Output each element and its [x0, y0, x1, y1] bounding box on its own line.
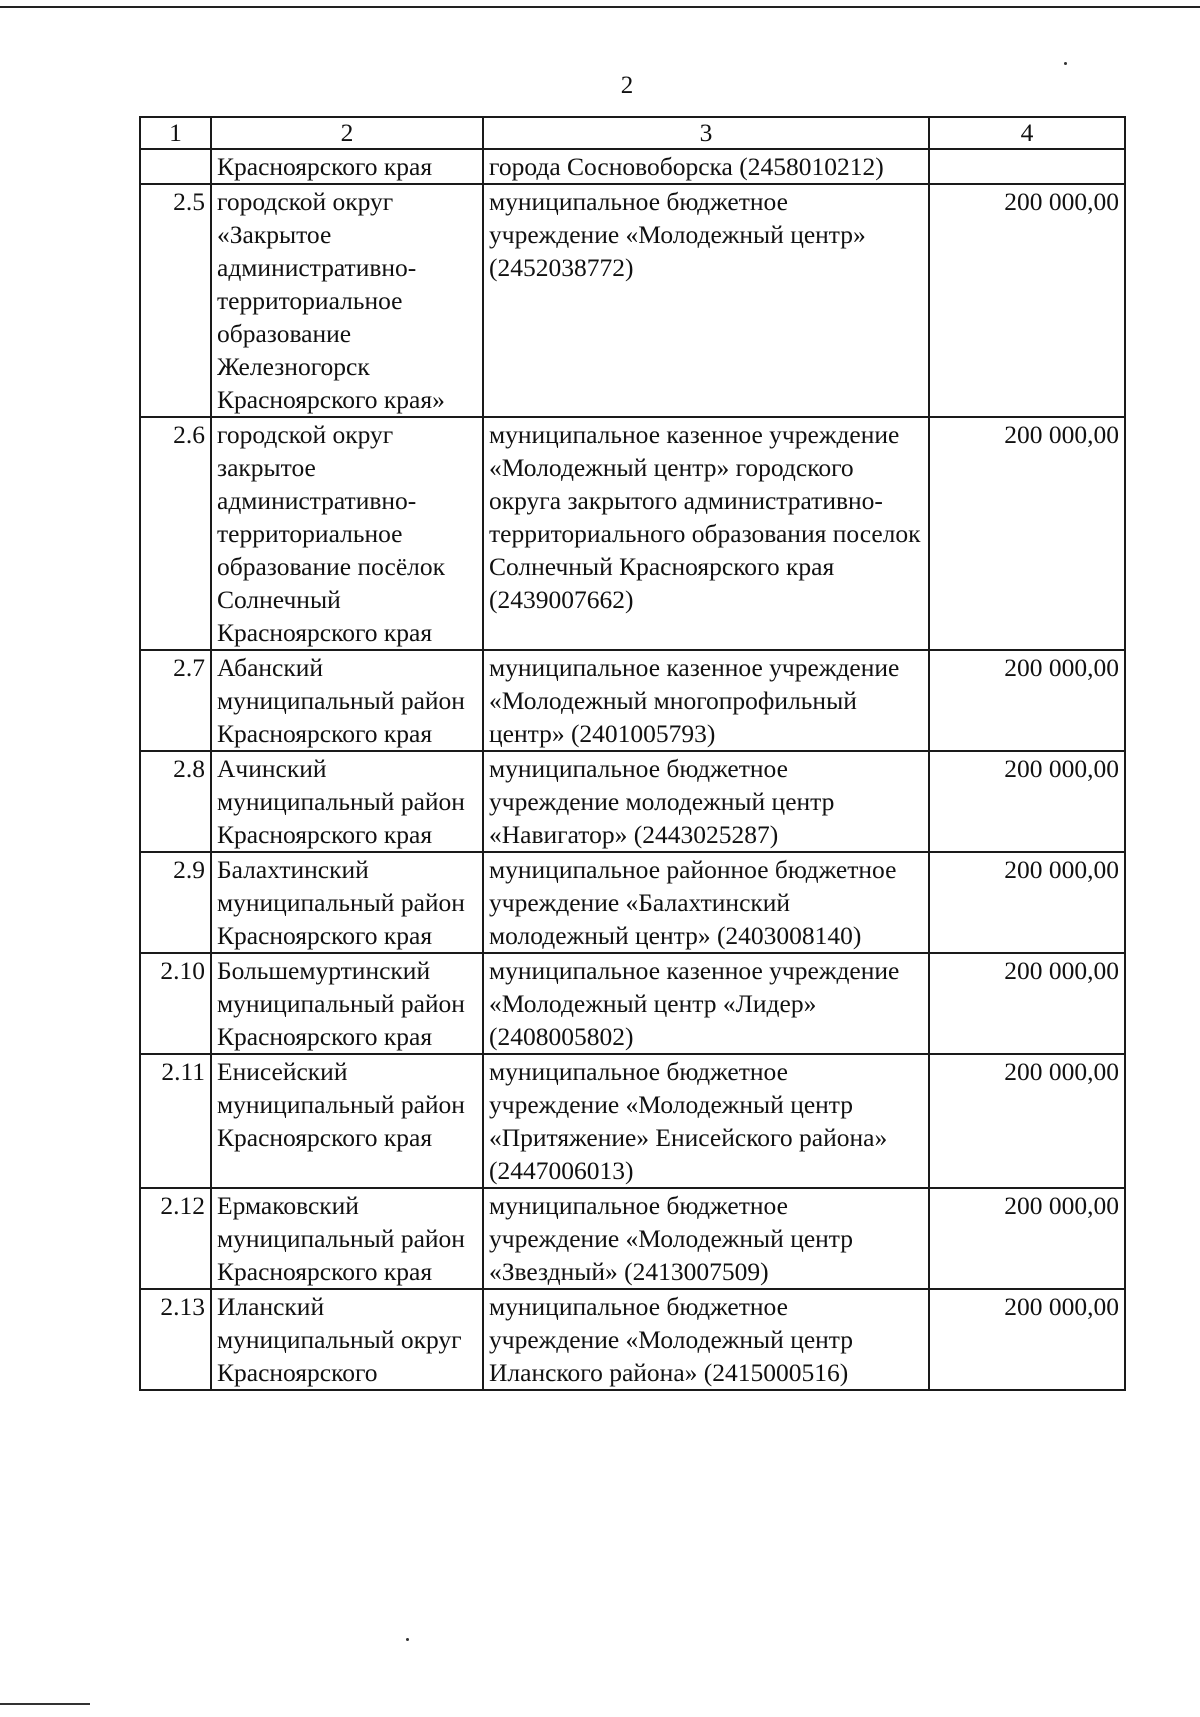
row-number: 2.12 [140, 1188, 211, 1289]
municipality-name: Абанский муниципальный район Красноярского края [211, 650, 483, 751]
grant-amount: 200 000,00 [929, 1054, 1125, 1188]
institution-name: муниципальное районное бюджетное учреждение «Балахтинский молодежный центр» (2403008140) [483, 852, 929, 953]
row-number: 2.10 [140, 953, 211, 1054]
municipality-name: городской округ «Закрытое административно-территориальное образование Железногорск Красноярского края» [211, 184, 483, 417]
municipality-name: Большемуртинский муниципальный район Красноярского края [211, 953, 483, 1054]
column-header-3: 3 [483, 117, 929, 149]
grant-amount: 200 000,00 [929, 650, 1125, 751]
municipality-name: Красноярского края [211, 149, 483, 184]
allocation-table [139, 116, 1126, 1391]
institution-name: муниципальное казенное учреждение «Молодежный многопрофильный центр» (2401005793) [483, 650, 929, 751]
institution-name: города Сосновоборска (2458010212) [483, 149, 929, 184]
row-number: 2.7 [140, 650, 211, 751]
table-row [140, 184, 1125, 417]
municipality-name: Балахтинский муниципальный район Красноярского края [211, 852, 483, 953]
institution-name: муниципальное бюджетное учреждение молодежный центр «Навигатор» (2443025287) [483, 751, 929, 852]
row-number [140, 149, 211, 184]
column-header-4: 4 [929, 117, 1125, 149]
row-number: 2.13 [140, 1289, 211, 1390]
municipality-name: Ачинский муниципальный район Красноярского края [211, 751, 483, 852]
table-header-row [140, 117, 1125, 149]
column-header-1: 1 [140, 117, 211, 149]
table-row [140, 852, 1125, 953]
institution-name: муниципальное казенное учреждение «Молодежный центр» городского округа закрытого административно-территориального образования поселок Солнечный Красноярского края (2439007662) [483, 417, 929, 650]
table-row [140, 953, 1125, 1054]
row-number: 2.8 [140, 751, 211, 852]
grant-amount [929, 149, 1125, 184]
grant-amount: 200 000,00 [929, 184, 1125, 417]
municipality-name: Иланский муниципальный округ Красноярского [211, 1289, 483, 1390]
table-row [140, 1188, 1125, 1289]
table-row [140, 751, 1125, 852]
scan-speck [1064, 62, 1067, 65]
municipality-name: Енисейский муниципальный район Красноярского края [211, 1054, 483, 1188]
grant-amount: 200 000,00 [929, 751, 1125, 852]
table-row [140, 149, 1125, 184]
grant-amount: 200 000,00 [929, 417, 1125, 650]
row-number: 2.9 [140, 852, 211, 953]
institution-name: муниципальное бюджетное учреждение «Молодежный центр «Притяжение» Енисейского района» (2447006013) [483, 1054, 929, 1188]
scan-speck [406, 1638, 409, 1641]
row-number: 2.11 [140, 1054, 211, 1188]
scan-top-edge [0, 6, 1200, 8]
table-row [140, 417, 1125, 650]
page-number: 2 [620, 72, 634, 99]
municipality-name: Ермаковский муниципальный район Красноярского края [211, 1188, 483, 1289]
table-row [140, 1054, 1125, 1188]
grant-amount: 200 000,00 [929, 1289, 1125, 1390]
row-number: 2.6 [140, 417, 211, 650]
institution-name: муниципальное казенное учреждение «Молодежный центр «Лидер» (2408005802) [483, 953, 929, 1054]
grant-amount: 200 000,00 [929, 1188, 1125, 1289]
table-row [140, 650, 1125, 751]
grant-amount: 200 000,00 [929, 953, 1125, 1054]
institution-name: муниципальное бюджетное учреждение «Молодежный центр Иланского района» (2415000516) [483, 1289, 929, 1390]
scan-bottom-edge [0, 1703, 90, 1705]
table-row [140, 1289, 1125, 1390]
municipality-name: городской округ закрытое административно-территориальное образование посёлок Солнечный Красноярского края [211, 417, 483, 650]
institution-name: муниципальное бюджетное учреждение «Молодежный центр» (2452038772) [483, 184, 929, 417]
institution-name: муниципальное бюджетное учреждение «Молодежный центр «Звездный» (2413007509) [483, 1188, 929, 1289]
row-number: 2.5 [140, 184, 211, 417]
column-header-2: 2 [211, 117, 483, 149]
grant-amount: 200 000,00 [929, 852, 1125, 953]
